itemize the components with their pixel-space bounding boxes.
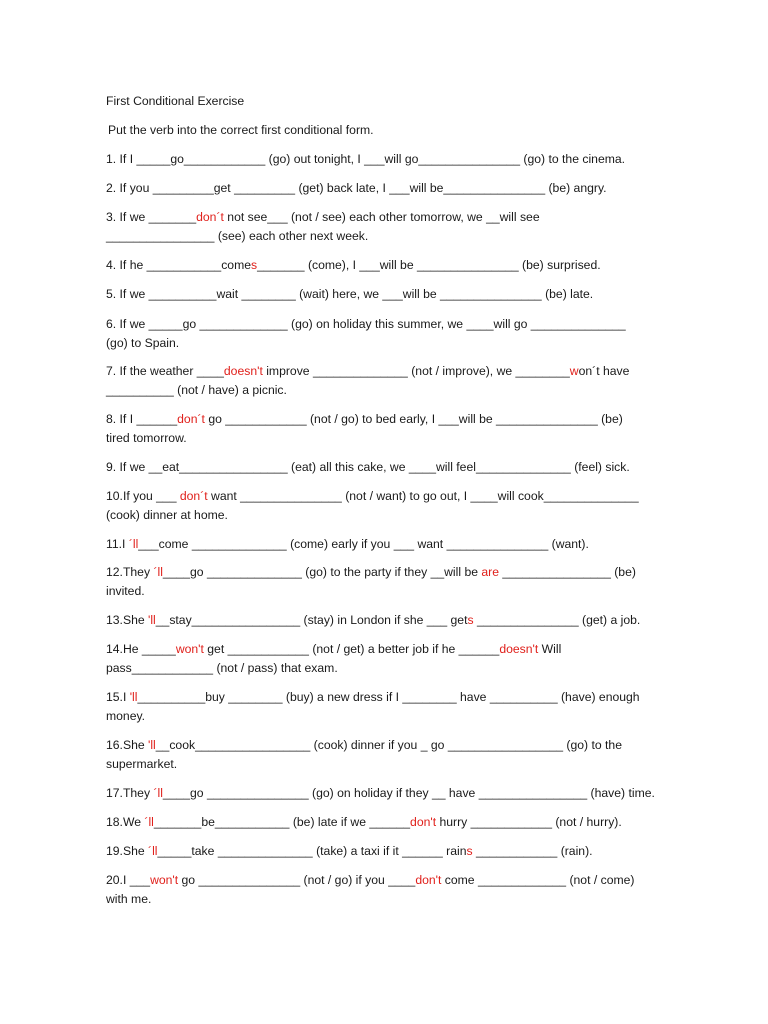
exercise-text: _______be___________ (be) late if we ______ [153,815,411,829]
exercise-text: ____________ (rain). [472,844,593,858]
answer-text: ´ll [153,786,163,800]
exercise-text: come _____________ (not / come) [441,873,635,887]
exercise-text: ___come ______________ (come) early if you ___ want _______________ (want). [138,537,589,551]
answer-text: doesn't [223,364,263,378]
exercise-line [106,755,177,773]
exercise-text: money. [106,709,146,723]
exercise-line [106,315,626,333]
exercise-text: __cook_________________ (cook) dinner if you _ go _________________ (go) to the [155,738,622,752]
exercise-text: 12.They [106,565,154,579]
exercise-line [106,429,187,447]
exercise-text: ________________ (see) each other next week. [106,229,369,243]
exercise-text: ____go _______________ (go) on holiday if they __ have ________________ (have) time. [162,786,655,800]
exercise-line [106,458,630,476]
answer-text: s [466,844,473,858]
exercise-text: with me. [106,892,152,906]
exercise-text: 4. If he ___________come [106,258,252,272]
exercise-text: on´t have [578,364,630,378]
worksheet-instruction: Put the verb into the correct first conditional form. [108,123,374,137]
exercise-line [106,285,593,303]
exercise-line [106,842,593,860]
exercise-text: 3. If we _______ [106,210,197,224]
exercise-line [106,208,540,226]
exercise-line [106,381,287,399]
exercise-text: 7. If the weather ____ [106,364,224,378]
exercise-line [106,563,636,581]
answer-text: ´ll [128,537,139,551]
exercise-text: 6. If we _____go _____________ (go) on holiday this summer, we ____will go ______________ [106,317,626,331]
exercise-text: 8. If I ______ [106,412,178,426]
answer-text: doesn't [499,642,539,656]
exercise-text: 18.We [106,815,145,829]
exercise-line [106,871,635,889]
answer-text: 'll [148,738,156,752]
exercise-text: 13.She [106,613,149,627]
exercise-line [106,611,640,629]
exercise-text: _____take ______________ (take) a taxi if it ______ rain [157,844,467,858]
answer-text: won't [150,873,179,887]
exercise-text: invited. [106,584,145,598]
exercise-text: get ____________ (not / get) a better job if he ______ [203,642,500,656]
answer-text: w [569,364,579,378]
exercise-text: 15.I [106,690,130,704]
exercise-text: 20.I ___ [106,873,151,887]
answer-text: are [481,565,500,579]
exercise-text: supermarket. [106,757,178,771]
exercise-text: 5. If we __________wait ________ (wait) here, we ___will be _______________ (be) late. [106,287,594,301]
answer-text: 'll [129,690,138,704]
exercise-line [106,334,179,352]
exercise-line [106,410,623,428]
exercise-text: 14.He _____ [106,642,176,656]
exercise-line [106,362,629,380]
exercise-text: want _______________ (not / want) to go out, I ____will cook______________ [207,489,639,503]
exercise-text: 11.I [106,537,129,551]
answer-text: ´ll [148,844,158,858]
exercise-text: ________________ (be) [499,565,636,579]
answer-text: ´ll [144,815,154,829]
exercise-text: 10.If you ___ [106,489,180,503]
exercise-line [106,813,622,831]
exercise-text: go _______________ (not / go) if you ____ [178,873,416,887]
answer-text: don´t [179,489,208,503]
exercise-text: (cook) dinner at home. [106,508,228,522]
exercise-text: pass____________ (not / pass) that exam. [106,661,338,675]
exercise-line [106,688,640,706]
answer-text: 'll [148,613,156,627]
exercise-text: hurry ____________ (not / hurry). [436,815,622,829]
exercise-line [106,582,145,600]
answer-text: don't [410,815,437,829]
worksheet-title: First Conditional Exercise [106,94,245,108]
answer-text: ´ll [153,565,163,579]
exercise-text: Will [538,642,562,656]
exercise-line [106,256,601,274]
exercise-text: __________ (not / have) a picnic. [106,383,287,397]
exercise-line [106,506,228,524]
exercise-line [106,784,655,802]
exercise-text: _______________ (get) a job. [473,613,641,627]
exercise-line [106,487,639,505]
exercise-text: improve ______________ (not / improve), we ________ [262,364,570,378]
answer-text: don´t [196,210,224,224]
exercise-line [106,535,589,553]
exercise-text: _______ (come), I ___will be _______________ (be) surprised. [257,258,601,272]
exercise-line [106,707,145,725]
exercise-line [106,150,625,168]
exercise-text: (go) to Spain. [106,336,180,350]
answer-text: don´t [177,412,205,426]
exercise-text: __stay________________ (stay) in London if she ___ get [155,613,468,627]
exercise-text: __________buy ________ (buy) a new dress if I ________ have __________ (have) enough [137,690,640,704]
answer-text: s [467,613,474,627]
exercise-text: 1. If I _____go____________ (go) out tonight, I ___will go_______________ (go) to the cinema. [106,152,626,166]
exercise-line [106,227,368,245]
exercise-text: 2. If you _________get _________ (get) back late, I ___will be_______________ (be) angry. [106,181,607,195]
exercise-text: 17.They [106,786,154,800]
exercise-text: not see___ (not / see) each other tomorrow, we __will see [223,210,540,224]
answer-text: s [251,258,258,272]
exercise-line [106,659,338,677]
exercise-text: ____go ______________ (go) to the party if they __will be [162,565,482,579]
exercise-line [106,736,622,754]
answer-text: won't [175,642,204,656]
exercise-text: 19.She [106,844,149,858]
exercise-line [106,179,607,197]
exercise-line [106,640,561,658]
answer-text: don't [415,873,442,887]
exercise-text: 16.She [106,738,149,752]
exercise-text: go ____________ (not / go) to bed early, I ___will be _______________ (be) [204,412,623,426]
exercise-text: 9. If we __eat________________ (eat) all this cake, we ____will feel______________ (feel) sick. [106,460,630,474]
exercise-text: tired tomorrow. [106,431,187,445]
exercise-line [106,890,151,908]
